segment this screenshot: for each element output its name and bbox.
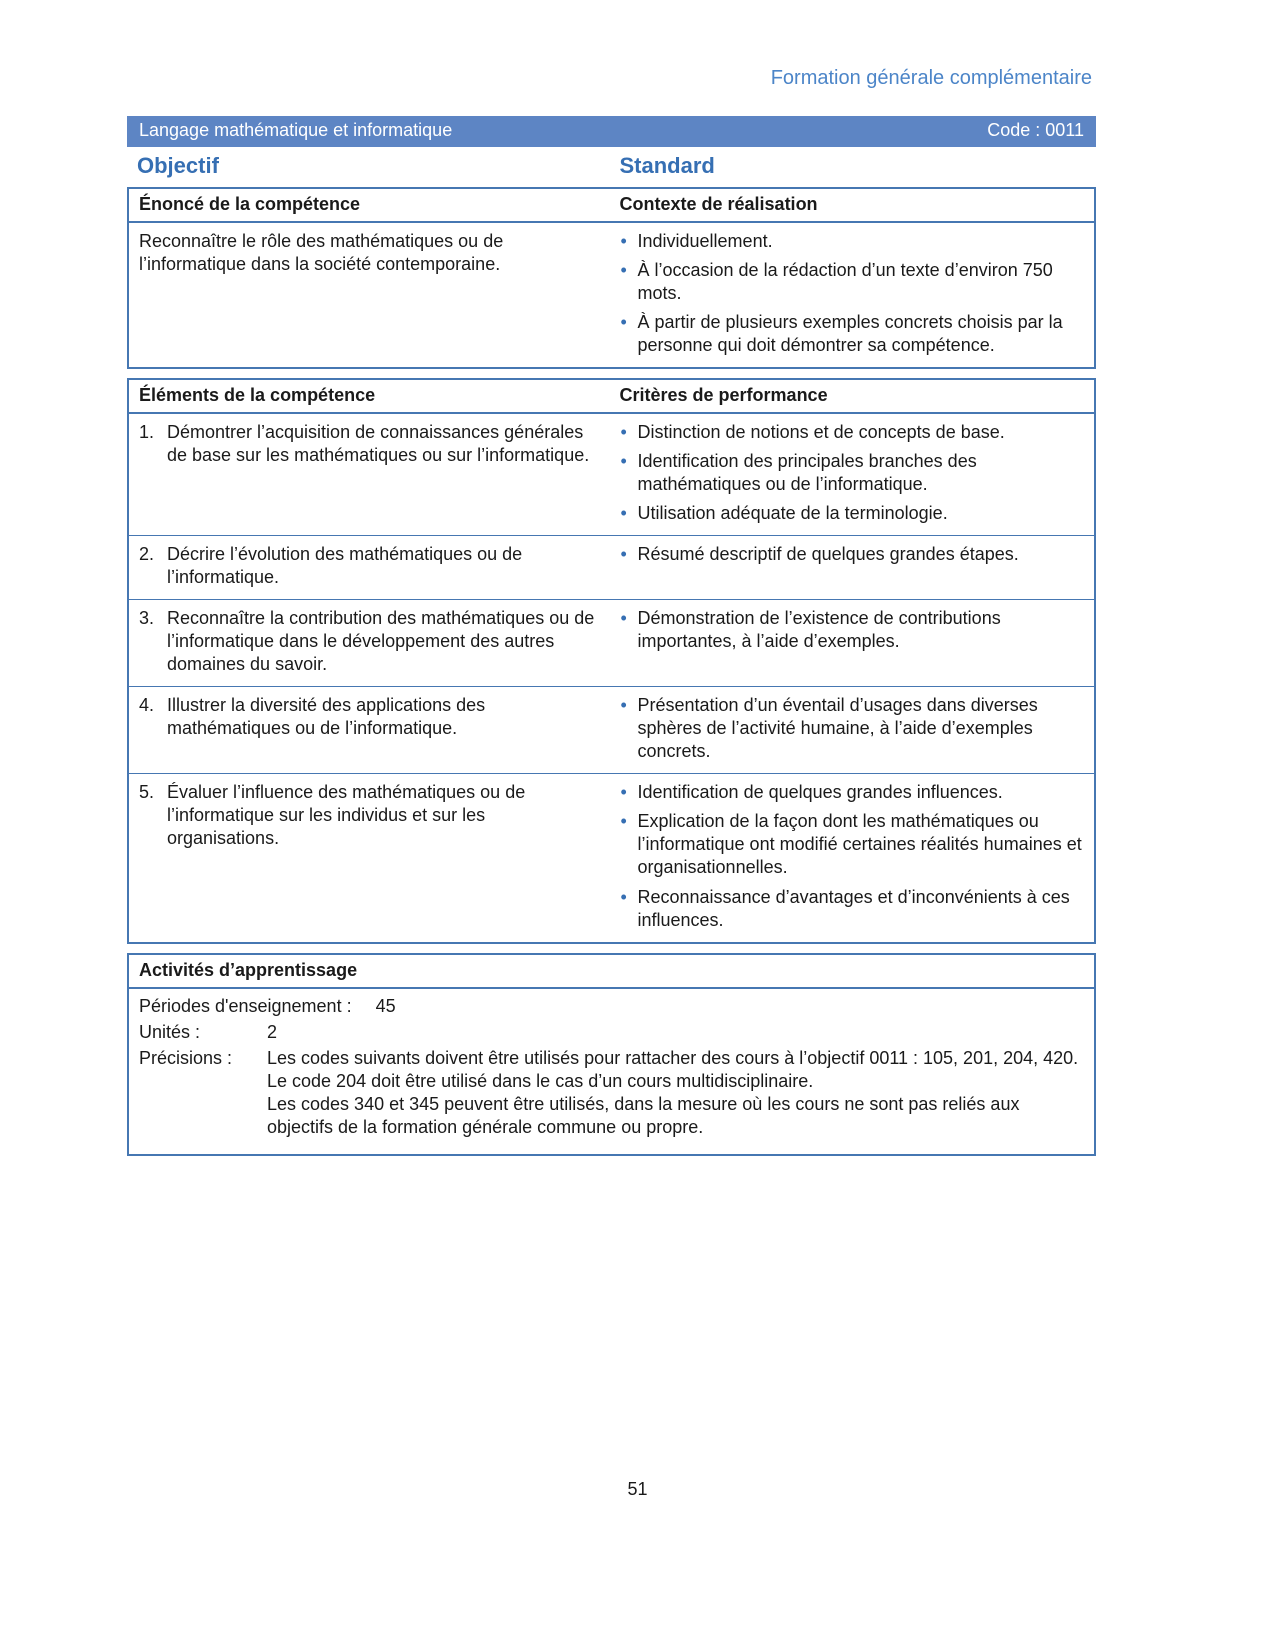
bullet-text: Résumé descriptif de quelques grandes étapes. xyxy=(637,544,1019,565)
title-banner xyxy=(127,116,1096,147)
element-cell xyxy=(129,543,612,589)
element-cell xyxy=(129,781,612,931)
bullet-item xyxy=(612,694,1083,763)
bullet-item xyxy=(612,230,1083,253)
contexte-header: Contexte de réalisation xyxy=(619,193,818,214)
competence-table-header xyxy=(129,189,1094,223)
bullet-text: Présentation d’un éventail d’usages dans diverses sphères de l’activité humaine, à l’aide d’exemples concrets. xyxy=(637,695,1038,762)
bullet-text: Individuellement. xyxy=(637,230,773,251)
bullet-text: Démonstration de l’existence de contributions importantes, à l’aide d’exemples. xyxy=(637,608,1001,652)
precisions-label: Précisions : xyxy=(139,1047,233,1068)
element-row xyxy=(129,773,1094,941)
unites-value: 2 xyxy=(267,1021,278,1042)
bullet-icon: • xyxy=(620,451,627,472)
banner-code: Code : 0011 xyxy=(987,119,1084,140)
page-content xyxy=(127,0,1096,1165)
bullet-item xyxy=(612,450,1083,496)
criteria-cell xyxy=(612,694,1095,763)
periodes-value: 45 xyxy=(375,995,396,1016)
bullet-icon: • xyxy=(620,608,627,629)
bullet-item xyxy=(612,781,1083,804)
bullet-text: Explication de la façon dont les mathématiques ou l’informatique ont modifié certaines réalités humaines et organisationnelles. xyxy=(637,811,1082,878)
bullet-text: Identification de quelques grandes influences. xyxy=(637,782,1003,803)
bullet-icon: • xyxy=(620,695,627,716)
enonce-header: Énoncé de la compétence xyxy=(139,193,361,214)
element-row xyxy=(129,686,1094,773)
element-text: Reconnaître la contribution des mathématiques ou de l’informatique dans le développement des autres domaines du savoir. xyxy=(167,608,595,675)
bullet-item xyxy=(612,607,1083,653)
bullet-text: Distinction de notions et de concepts de base. xyxy=(637,422,1005,442)
bullet-icon: • xyxy=(620,782,627,803)
criteria-cell xyxy=(612,421,1095,525)
unites-label: Unités : xyxy=(139,1021,201,1042)
banner-title: Langage mathématique et informatique xyxy=(139,119,453,140)
bullet-text: Identification des principales branches des mathématiques ou de l’informatique. xyxy=(637,451,977,495)
element-row xyxy=(129,599,1094,686)
element-cell xyxy=(129,607,612,676)
competence-row xyxy=(129,223,1094,367)
bullet-item xyxy=(612,311,1083,357)
element-number: 1. xyxy=(139,422,155,442)
elements-table-header xyxy=(129,380,1094,414)
bullet-item xyxy=(612,886,1083,932)
activities-body xyxy=(129,989,1094,1154)
criteria-cell xyxy=(612,781,1095,931)
element-cell xyxy=(129,694,612,763)
bullet-icon: • xyxy=(620,230,627,251)
element-text: Évaluer l’influence des mathématiques ou de l’informatique sur les individus et sur les organisations. xyxy=(167,782,526,849)
element-cell xyxy=(129,421,612,525)
periodes-line xyxy=(139,995,1082,1018)
activities-header: Activités d’apprentissage xyxy=(129,955,1094,989)
element-text: Illustrer la diversité des applications des mathématiques ou de l’informatique. xyxy=(167,695,486,739)
criteres-header: Critères de performance xyxy=(619,384,828,405)
bullet-icon: • xyxy=(620,811,627,832)
objectif-standard-row xyxy=(127,152,1096,180)
bullet-icon: • xyxy=(620,259,627,280)
bullet-item xyxy=(612,259,1083,305)
bullet-icon: • xyxy=(620,544,627,565)
page-number: 51 xyxy=(627,1479,648,1499)
bullet-icon: • xyxy=(620,503,627,524)
bullet-item xyxy=(612,543,1083,566)
bullet-item xyxy=(612,810,1083,879)
criteria-cell xyxy=(612,607,1095,676)
precisions-paragraph: Les codes suivants doivent être utilisés pour rattacher des cours à l’objectif 0011 : 105, 201, 204, 420. xyxy=(267,1047,1079,1068)
element-number: 4. xyxy=(139,695,155,716)
bullet-text: À partir de plusieurs exemples concrets choisis par la personne qui doit démontrer sa compétence. xyxy=(637,311,1063,355)
precisions-text xyxy=(267,1047,1082,1139)
element-number: 3. xyxy=(139,608,155,629)
criteria-cell xyxy=(612,543,1095,589)
element-number: 5. xyxy=(139,782,155,803)
unites-line xyxy=(139,1021,1082,1044)
activities-box xyxy=(127,953,1096,1156)
doc-header: Formation générale complémentaire xyxy=(770,67,1092,89)
element-text: Décrire l’évolution des mathématiques ou de l’informatique. xyxy=(167,544,523,588)
bullet-icon: • xyxy=(620,311,627,332)
competence-table xyxy=(127,187,1096,369)
standard-heading: Standard xyxy=(619,152,715,178)
element-row xyxy=(129,535,1094,599)
bullet-text: À l’occasion de la rédaction d’un texte d’environ 750 mots. xyxy=(637,259,1053,303)
bullet-text: Utilisation adéquate de la terminologie. xyxy=(637,503,948,524)
bullet-item xyxy=(612,421,1083,444)
elements-table xyxy=(127,378,1096,944)
bullet-icon: • xyxy=(620,422,627,442)
bullet-icon: • xyxy=(620,886,627,907)
precisions-line xyxy=(139,1047,1082,1139)
precisions-paragraph: Le code 204 doit être utilisé dans le cas d’un cours multidisciplinaire. xyxy=(267,1070,814,1091)
precisions-paragraph: Les codes 340 et 345 peuvent être utilisés, dans la mesure où les cours ne sont pas reliés aux objectifs de la formation générale commune ou propre. xyxy=(267,1093,1020,1137)
elements-header: Éléments de la compétence xyxy=(139,384,376,405)
bullet-item xyxy=(612,502,1083,525)
element-row xyxy=(129,414,1094,535)
enonce-text: Reconnaître le rôle des mathématiques ou de l’informatique dans la société contemporaine. xyxy=(139,230,504,274)
periodes-label: Périodes d'enseignement : xyxy=(139,995,352,1016)
objectif-heading: Objectif xyxy=(137,152,219,178)
element-text: Démontrer l’acquisition de connaissances générales de base sur les mathématiques ou sur l’informatique. xyxy=(167,422,590,466)
bullet-text: Reconnaissance d’avantages et d’inconvénients à ces influences. xyxy=(637,886,1070,930)
element-number: 2. xyxy=(139,544,155,565)
contexte-bullets xyxy=(612,230,1095,357)
